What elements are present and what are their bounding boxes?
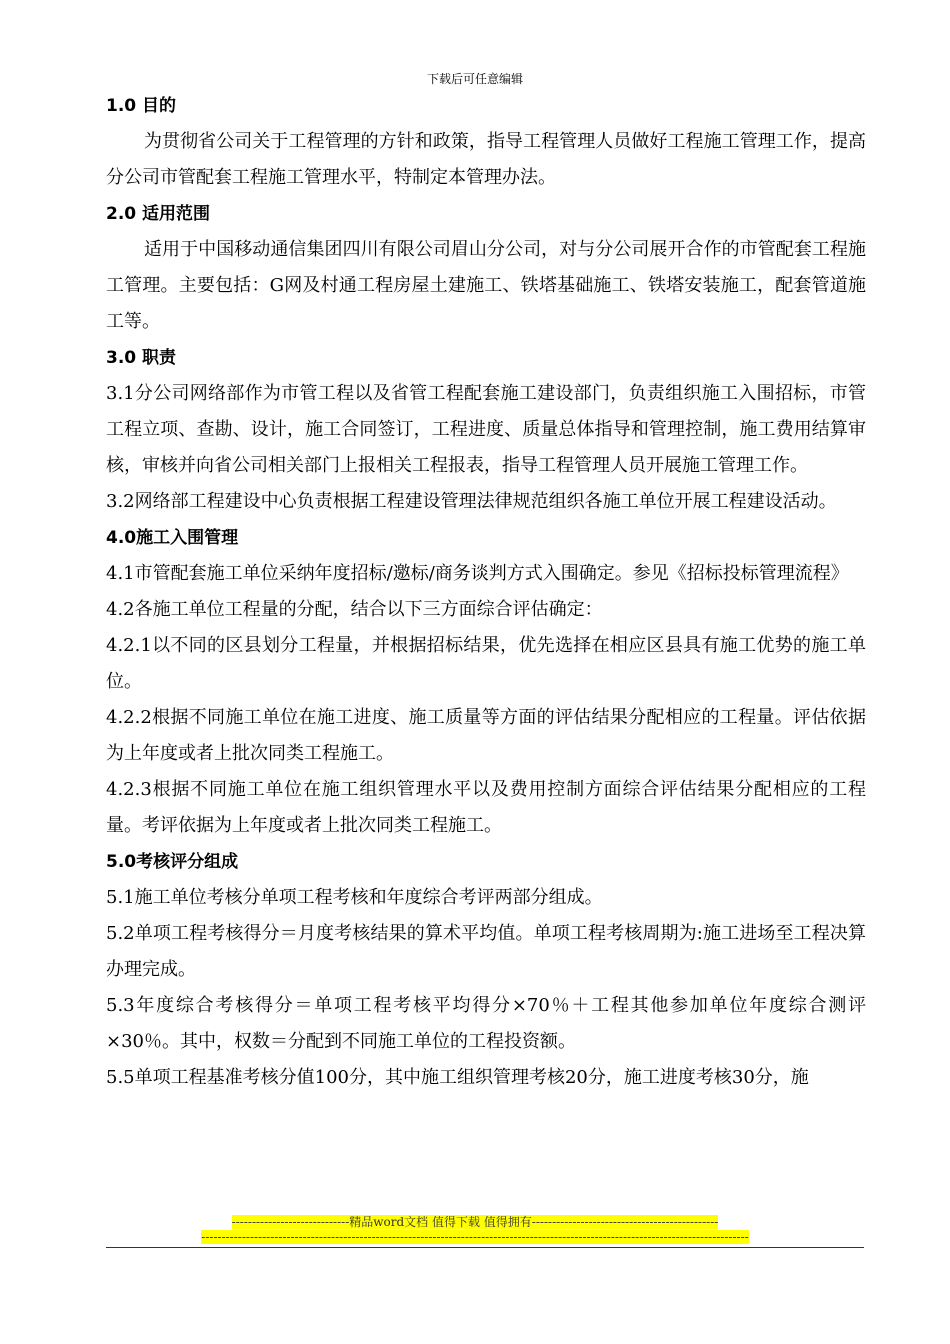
section-heading: 1.0 目的 (106, 96, 177, 116)
footer-rule (106, 1247, 864, 1248)
paragraph: 5.3年度综合考核得分＝单项工程考核平均得分×70％＋工程其他参加单位年度综合测评×30％。其中，权数＝分配到不同施工单位的工程投资额。 (106, 995, 866, 1052)
paragraph: 5.2单项工程考核得分＝月度考核结果的算术平均值。单项工程考核周期为:施工进场至工程决算办理完成。 (106, 923, 866, 980)
paragraph: 4.2各施工单位工程量的分配，结合以下三方面综合评估确定： (106, 599, 603, 620)
footer-banner-text: -----------------------------精品word文档 值得下载 值得拥有---------------------------------------------- (231, 1215, 719, 1229)
footer-dashes: --------------------------------------------------------------------------------------------------------------------------------------- (201, 1230, 749, 1244)
section-heading: 3.0 职责 (106, 348, 177, 368)
footer-banner-line-1 (0, 1213, 950, 1230)
section-heading: 5.0考核评分组成 (106, 852, 239, 872)
paragraph: 4.1市管配套施工单位采纳年度招标/邀标/商务谈判方式入围确定。参见《招标投标管理流程》 (106, 563, 849, 584)
document-body (106, 88, 866, 1096)
paragraph: 适用于中国移动通信集团四川有限公司眉山分公司，对与分公司展开合作的市管配套工程施工管理。主要包括：G网及村通工程房屋土建施工、铁塔基础施工、铁塔安装施工，配套管道施工等。 (106, 239, 866, 332)
paragraph: 3.2网络部工程建设中心负责根据工程建设管理法律规范组织各施工单位开展工程建设活动。 (106, 491, 837, 512)
paragraph: 3.1分公司网络部作为市管工程以及省管工程配套施工建设部门，负责组织施工入围招标，市管工程立项、查勘、设计，施工合同签订，工程进度、质量总体指导和管理控制，施工费用结算审核，审核并向省公司相关部门上报相关工程报表，指导工程管理人员开展施工管理工作。 (106, 383, 866, 476)
paragraph: 4.2.1以不同的区县划分工程量，并根据招标结果，优先选择在相应区县具有施工优势的施工单位。 (106, 635, 866, 692)
paragraph: 4.2.3根据不同施工单位在施工组织管理水平以及费用控制方面综合评估结果分配相应的工程量。考评依据为上年度或者上批次同类工程施工。 (106, 779, 866, 836)
paragraph: 为贯彻省公司关于工程管理的方针和政策，指导工程管理人员做好工程施工管理工作，提高分公司市管配套工程施工管理水平，特制定本管理办法。 (106, 131, 866, 188)
header-note: 下载后可任意编辑 (426, 72, 523, 86)
paragraph: 5.1施工单位考核分单项工程考核和年度综合考评两部分组成。 (106, 887, 603, 908)
section-heading: 4.0施工入围管理 (106, 528, 239, 548)
paragraph: 5.5单项工程基准考核分值100分，其中施工组织管理考核20分，施工进度考核30分，施 (106, 1067, 809, 1088)
paragraph: 4.2.2根据不同施工单位在施工进度、施工质量等方面的评估结果分配相应的工程量。评估依据为上年度或者上批次同类工程施工。 (106, 707, 866, 764)
section-heading: 2.0 适用范围 (106, 204, 211, 224)
footer-banner-line-2 (0, 1230, 950, 1244)
